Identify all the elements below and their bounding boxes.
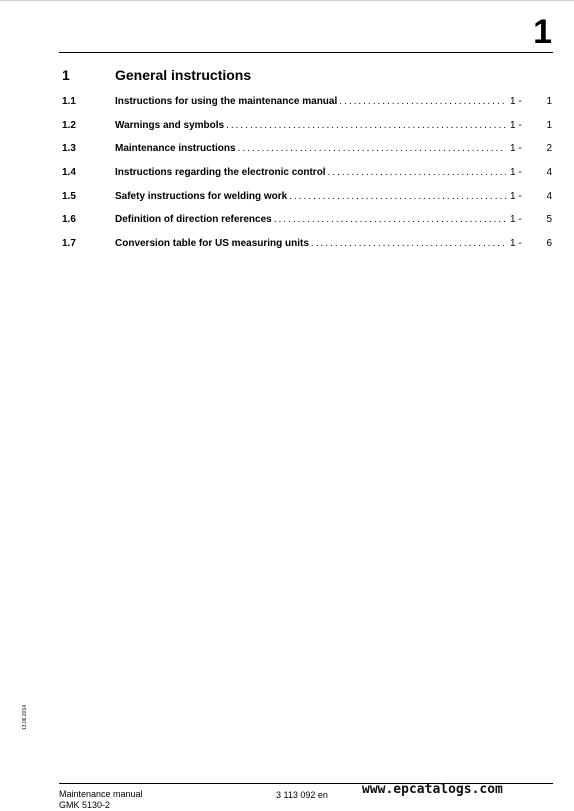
header-rule bbox=[59, 52, 553, 53]
toc-entry-number: 1.2 bbox=[62, 119, 76, 131]
toc-entry-page: 6 bbox=[546, 238, 552, 250]
toc-dot-leader bbox=[339, 96, 506, 107]
toc-entry-title[interactable]: Definition of direction references bbox=[115, 214, 272, 226]
toc-entry[interactable] bbox=[62, 120, 552, 144]
watermark: www.epcatalogs.com bbox=[362, 782, 503, 797]
footer-manual-info bbox=[59, 789, 143, 811]
toc-entry-title[interactable]: Warnings and symbols bbox=[115, 119, 225, 131]
toc-entry-page: 4 bbox=[546, 167, 552, 179]
toc-entry[interactable] bbox=[62, 191, 552, 215]
toc-entry-number: 1.1 bbox=[62, 96, 76, 107]
table-of-contents bbox=[62, 96, 552, 262]
toc-dot-leader bbox=[226, 120, 506, 131]
toc-dot-leader bbox=[289, 191, 506, 202]
toc-entry[interactable] bbox=[62, 214, 552, 238]
chapter-title-number: 1 bbox=[62, 67, 70, 83]
toc-entry-chapter: 1 - bbox=[510, 190, 522, 202]
side-date: 13.06.2014 bbox=[22, 704, 28, 730]
toc-entry[interactable] bbox=[62, 96, 552, 120]
toc-entry-title[interactable]: Conversion table for US measuring units bbox=[115, 238, 309, 250]
toc-entry-title[interactable]: Maintenance instructions bbox=[115, 143, 236, 155]
toc-entry-chapter: 1 - bbox=[510, 167, 522, 179]
toc-entry-title[interactable]: Safety instructions for welding work bbox=[115, 190, 288, 202]
toc-entry[interactable] bbox=[62, 143, 552, 167]
toc-entry-chapter: 1 - bbox=[510, 96, 522, 107]
toc-entry-chapter: 1 - bbox=[510, 214, 522, 226]
toc-entry-title[interactable]: Instructions for using the maintenance manual bbox=[115, 96, 338, 107]
toc-entry-number: 1.7 bbox=[62, 238, 76, 250]
toc-entry-page: 5 bbox=[546, 214, 552, 226]
chapter-title: General instructions bbox=[115, 67, 252, 83]
toc-entry-page: 2 bbox=[546, 143, 552, 155]
toc-dot-leader bbox=[274, 214, 506, 225]
toc-dot-leader bbox=[238, 143, 506, 154]
toc-entry-number: 1.4 bbox=[62, 167, 76, 179]
toc-entry-chapter: 1 - bbox=[510, 143, 522, 155]
toc-entry-page: 4 bbox=[546, 190, 552, 202]
toc-entry-number: 1.5 bbox=[62, 190, 76, 202]
toc-entry[interactable] bbox=[62, 238, 552, 262]
toc-entry-title[interactable]: Instructions regarding the electronic control bbox=[115, 167, 326, 179]
top-border bbox=[0, 0, 574, 1]
toc-entry-number: 1.3 bbox=[62, 143, 76, 155]
footer-doc-number: 3 113 092 en bbox=[276, 790, 328, 800]
toc-entry-chapter: 1 - bbox=[510, 238, 522, 250]
toc-dot-leader bbox=[328, 167, 506, 178]
chapter-number: 1 bbox=[533, 13, 552, 51]
toc-entry-page: 1 bbox=[546, 119, 552, 131]
footer-model: GMK 5130-2 bbox=[59, 800, 111, 810]
toc-dot-leader bbox=[311, 238, 506, 249]
toc-entry-chapter: 1 - bbox=[510, 119, 522, 131]
toc-entry-page: 1 bbox=[546, 96, 552, 107]
toc-entry[interactable] bbox=[62, 167, 552, 191]
toc-entry-number: 1.6 bbox=[62, 214, 76, 226]
footer-manual-title: Maintenance manual bbox=[59, 789, 143, 799]
